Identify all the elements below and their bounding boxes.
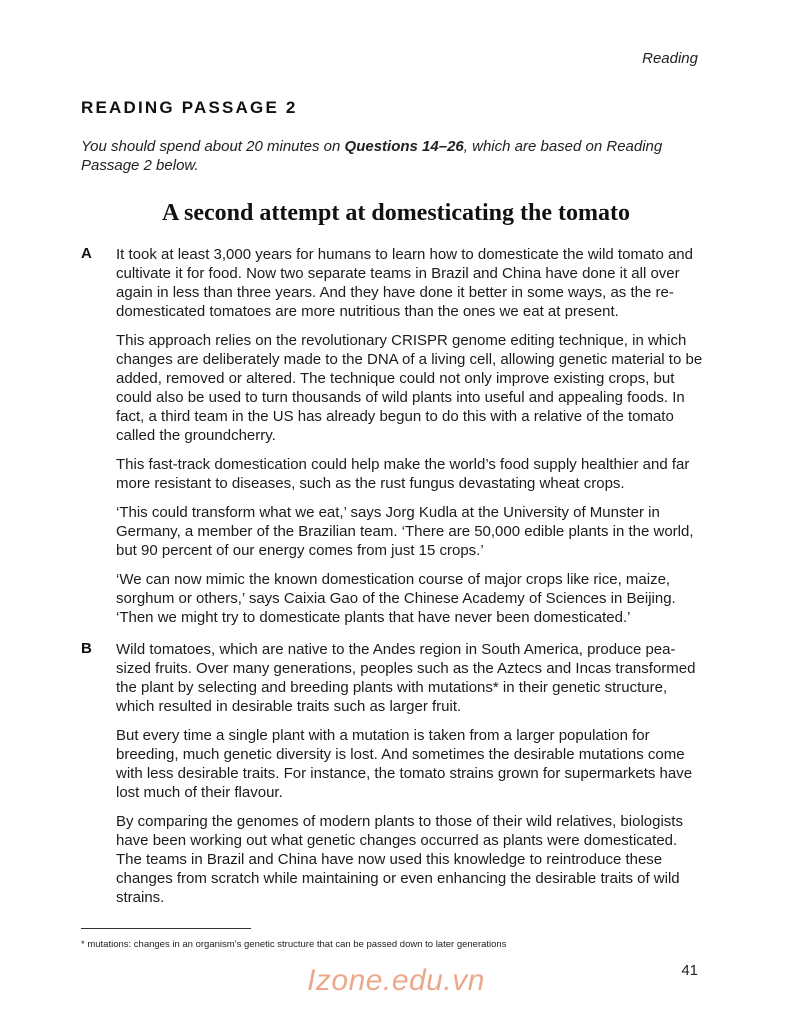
article-title: A second attempt at domesticating the tomato <box>162 200 630 226</box>
paragraph: But every time a single plant with a mutation is taken from a larger population for breeding, much genetic diversity is lost. And sometimes the desirable mutations come with less desirable traits. For instance, the tomato strains grown for supermarkets have lost much of their flavour. <box>116 727 693 801</box>
footnote-divider <box>81 928 251 929</box>
section-b <box>81 640 706 917</box>
section-a <box>81 245 706 637</box>
passage-title: READING PASSAGE 2 <box>81 98 298 117</box>
paragraph: This fast-track domestication could help make the world’s food supply healthier and far more resistant to diseases, such as the rust fungus devastating wheat crops. <box>116 456 690 492</box>
paragraph: This approach relies on the revolutionary CRISPR genome editing technique, in which changes are deliberately made to the DNA of a living cell, allowing genetic material to be added, removed or altered. The technique could not only improve existing crops, but could also be used to turn thousands of wild plants into useful and appealing foods. In fact, a third team in the US has already begun to do this with a relative of the tomato called the groundcherry. <box>116 332 703 444</box>
paragraph: ‘We can now mimic the known domestication course of major crops like rice, maize, sorghum or others,’ says Caixia Gao of the Chinese Academy of Sciences in Beijing. ‘Then we might try to domesticate plants that have never been domesticated.’ <box>116 571 676 626</box>
instruction-after: , which are based on Reading Passage 2 below. <box>81 138 663 174</box>
watermark: Izone.edu.vn <box>307 964 485 997</box>
instruction-text <box>81 137 706 175</box>
paragraph: It took at least 3,000 years for humans to learn how to domesticate the wild tomato and cultivate it for food. Now two separate teams in Brazil and China have done it all over again in less than three years. And they have done it better in some ways, as the re-domesticated tomatoes are more nutritious than the ones we eat at present. <box>116 246 693 320</box>
paragraph: Wild tomatoes, which are native to the Andes region in South America, produce pea-sized fruits. Over many generations, peoples such as the Aztecs and Incas transformed the plant by selecting and breeding plants with mutations* in their genetic structure, which resulted in desirable traits such as larger fruit. <box>116 641 696 715</box>
page-number: 41 <box>681 962 698 979</box>
instruction-questions: Questions 14–26 <box>344 138 464 155</box>
footnote: * mutations: changes in an organism’s genetic structure that can be passed down to later generations <box>81 939 507 950</box>
instruction-before: You should spend about 20 minutes on <box>81 138 345 155</box>
paragraph: ‘This could transform what we eat,’ says Jorg Kudla at the University of Munster in Germany, a member of the Brazilian team. ‘There are 50,000 edible plants in the world, but 90 percent of our energy comes from just 15 crops.’ <box>116 504 694 559</box>
paragraph: By comparing the genomes of modern plants to those of their wild relatives, biologists have been working out what genetic changes occurred as plants were domesticated. The teams in Brazil and China have now used this knowledge to reintroduce these changes from scratch while maintaining or even enhancing the desirable traits of wild strains. <box>116 813 683 906</box>
section-letter: A <box>81 245 92 262</box>
section-letter: B <box>81 640 92 657</box>
running-head: Reading <box>642 50 698 67</box>
